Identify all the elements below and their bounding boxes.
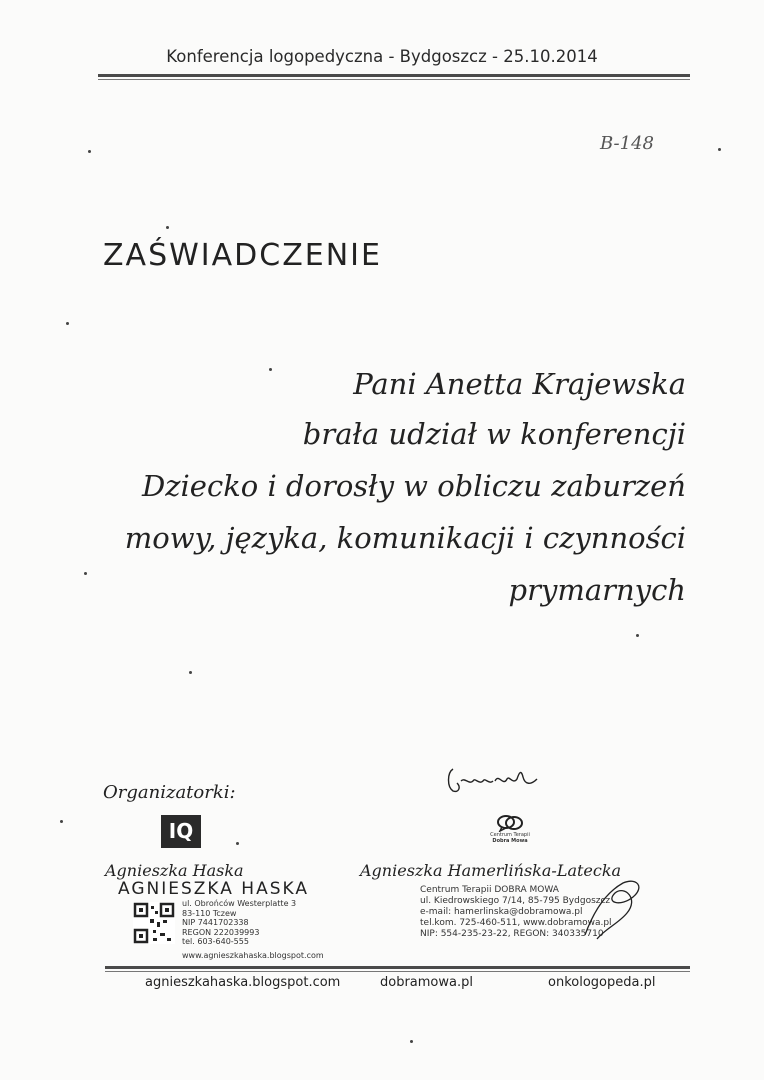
conference-header: Konferencja logopedyczna - Bydgoszcz - 25.10.2014 — [166, 47, 598, 66]
right-signature-flourish — [575, 873, 650, 947]
scan-speck — [84, 572, 87, 575]
footer-center-url: dobramowa.pl — [380, 975, 473, 990]
logo-line-2: Dobra Mowa — [492, 838, 528, 844]
scan-speck — [269, 368, 272, 371]
footer-rule — [105, 966, 690, 969]
header-rule-thin — [98, 79, 690, 80]
stamp-phone: tel. 603-640-555 — [182, 937, 249, 946]
scan-speck — [718, 148, 721, 151]
conference-title-line-1: Dziecko i dorosły w obliczu zaburzeń — [141, 469, 686, 503]
footer-right-url: onkologopeda.pl — [548, 975, 656, 990]
right-stamp-phone: tel.kom. 725-460-511, www.dobramowa.pl — [420, 918, 612, 928]
scan-speck — [236, 842, 239, 845]
stamp-address: ul. Obrońców Westerplatte 3 — [182, 899, 297, 908]
qr-code-icon — [133, 902, 175, 944]
speech-bubbles-icon — [496, 814, 524, 832]
footer-rule-thin — [105, 971, 690, 972]
left-stamp-name: AGNIESZKA HASKA — [118, 879, 309, 899]
stamp-postal: 83-110 Tczew — [182, 908, 237, 918]
conference-title-line-2: mowy, języka, komunikacji i czynności — [124, 521, 686, 555]
left-stamp-details — [182, 899, 296, 947]
certificate-title: ZAŚWIADCZENIE — [103, 238, 382, 273]
header-rule — [98, 74, 690, 77]
scan-speck — [636, 634, 639, 637]
participation-line: brała udział w konferencji — [302, 417, 686, 451]
stamp-regon: REGON 222039993 — [182, 927, 260, 937]
handwritten-initials — [445, 763, 545, 803]
left-signature: Agnieszka Haska — [105, 861, 244, 880]
right-stamp-nip: NIP: 554-235-23-22, REGON: 340335710 — [420, 929, 604, 939]
scan-speck — [88, 150, 91, 153]
footer-left-url: agnieszkahaska.blogspot.com — [145, 975, 341, 990]
recipient-line: Pani Anetta Krajewska — [353, 367, 686, 401]
right-signature: Agnieszka Hamerlińska-Latecka — [360, 861, 622, 880]
right-stamp-name: Centrum Terapii DOBRA MOWA — [420, 885, 559, 895]
scan-speck — [410, 1040, 413, 1043]
conference-title-line-3: prymarnych — [508, 573, 686, 607]
iq-logo: IQ — [161, 815, 201, 848]
organizers-label: Organizatorki: — [103, 782, 236, 803]
scan-speck — [189, 671, 192, 674]
scan-speck — [66, 322, 69, 325]
scan-speck — [60, 820, 63, 823]
scan-speck — [166, 226, 169, 229]
left-stamp-url: www.agnieszkahaska.blogspot.com — [182, 951, 324, 960]
dobra-mowa-logo — [490, 814, 530, 844]
logo-line-1: Centrum Terapii — [490, 832, 530, 838]
stamp-nip: NIP 7441702338 — [182, 918, 249, 927]
right-stamp-address: ul. Kiedrowskiego 7/14, 85-795 Bydgoszcz — [420, 896, 611, 906]
right-stamp-email: e-mail: hamerlinska@dobramowa.pl — [420, 907, 583, 917]
reference-number: B-148 — [600, 133, 654, 154]
